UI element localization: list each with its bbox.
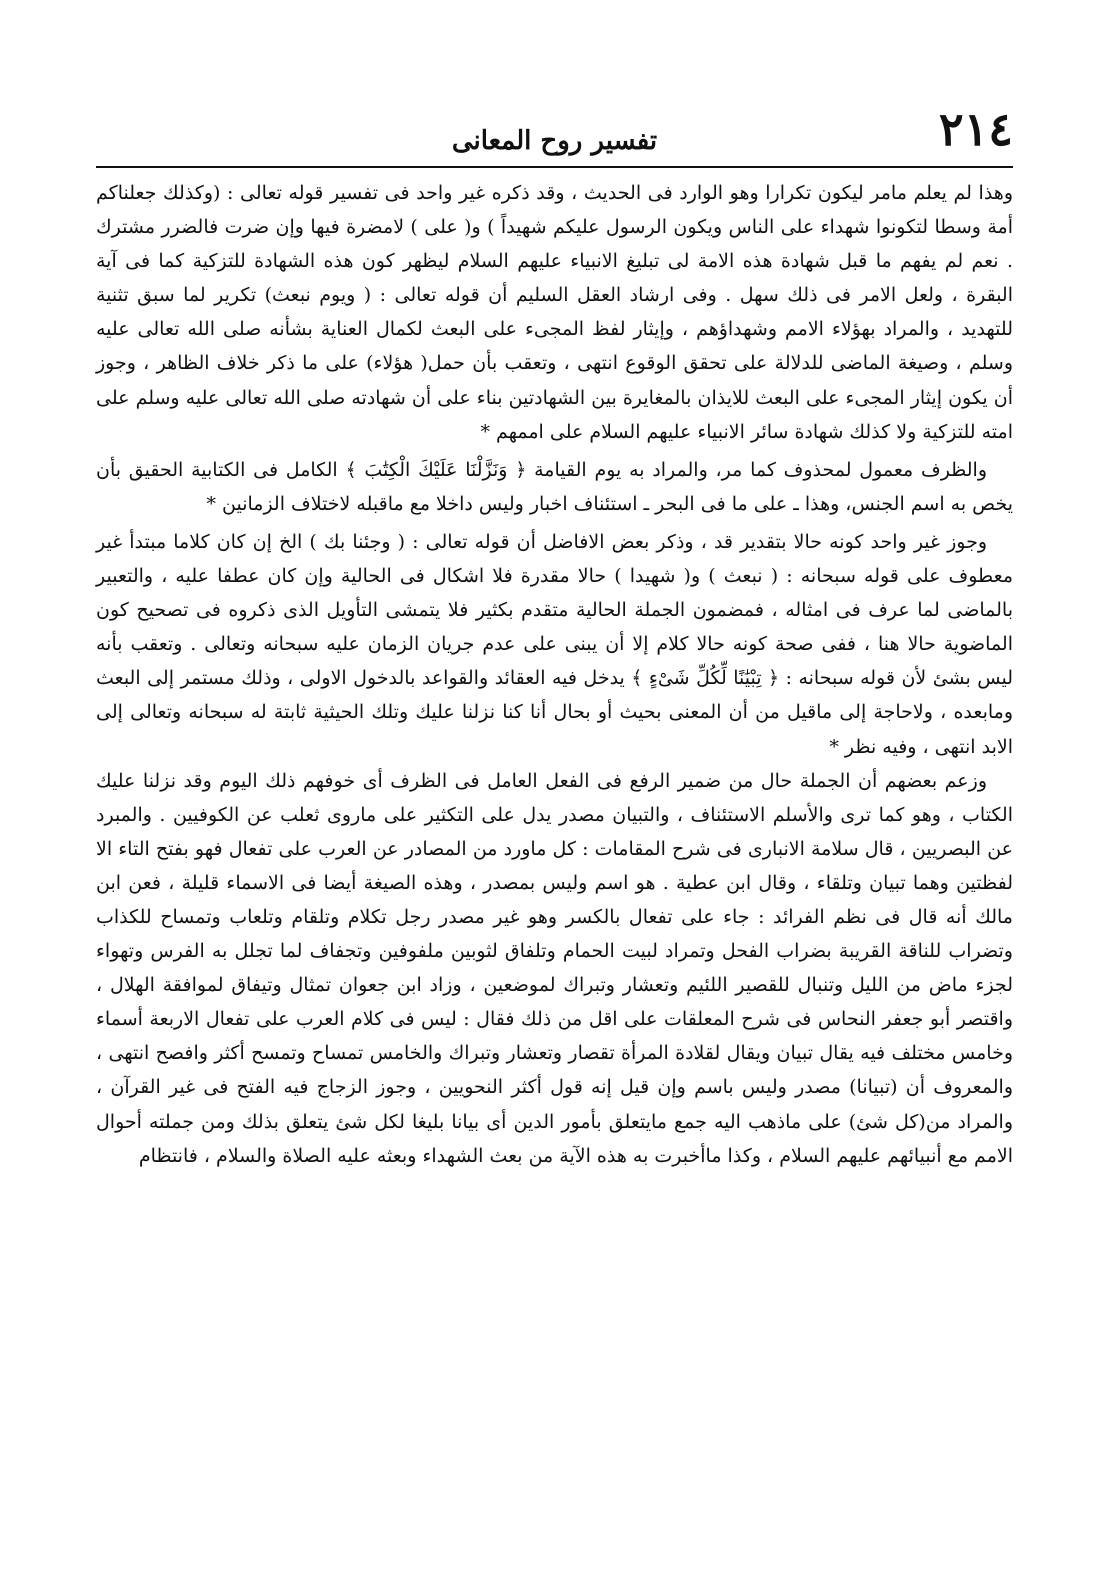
paragraph: وجوز غير واحد كونه حالا بتقدير قد ، وذكر بعض الافاضل أن قوله تعالى : ( وجئنا بك ) الخ إن كان كلاما مبتدأ غير معطوف على قوله سبحانه : ( نبعث ) و( شهيدا ) حالا مقدرة فلا اشكال فى الحالية وإن كان عطفا عليه ، والتعبير بالماضى لما عرف فى امثاله ، فمضمون الجملة الحالية متقدم بكثير فلا يتمشى التأويل الذى ذكروه فى تصحيح كون الماضوية حالا هنا ، ففى صحة كونه حالا كلام إلا أن يبنى على عدم جريان الزمان عليه سبحانه وتعالى . وتعقب بأنه ليس بشئ لأن قوله سبحانه : ﴿ تِبْيَٰنًا لِّكُلِّ شَىْءٍ ﴾ يدخل فيه العقائد والقواعد بالدخول الاولى ، وذلك مستمر إلى البعث ومابعده ، ولاحاجة إلى ماقيل من أن المعنى بحيث أو بحال أنا كنا نزلنا عليك وتلك الحيثية ثابتة له سبحانه وتعالى إلى الابد انتهى ، وفيه نظر * — [96, 530, 1013, 758]
paragraph: والظرف معمول لمحذوف كما مر، والمراد به يوم القيامة ﴿ وَنَزَّلْنَا عَلَيْكَ الْكِتَٰبَ ﴾ الكامل فى الكتابية الحقيق بأن يخص به اسم الجنس، وهذا ـ على ما فى البحر ـ استئناف اخبار وليس داخلا مع ماقبله لاختلاف الزمانين * — [96, 458, 1013, 515]
header-rule — [96, 166, 1013, 168]
page-header — [96, 102, 1013, 162]
running-title: تفسير روح المعانى — [451, 126, 658, 156]
paragraph: وزعم بعضهم أن الجملة حال من ضمير الرفع فى الفعل العامل فى الظرف أى خوفهم ذلك اليوم وقد نزلنا عليك الكتاب ، وهو كما ترى والأسلم الاستئناف ، والتبيان مصدر يدل على التكثير على ماروى ثعلب عن الكوفيين . والمبرد عن البصريين ، قال سلامة الانبارى فى شرح المقامات : كل ماورد من المصادر عن العرب على تفعال فهو بفتح التاء الا لفظتين وهما تبيان وتلقاء ، وقال ابن عطية . هو اسم وليس بمصدر ، وهذه الصيغة أيضا فى الاسماء قليلة ، فعن ابن مالك أنه قال فى نظم الفرائد : جاء على تفعال بالكسر وهو غير مصدر رجل تكلام وتلقام وتلعاب وتمساح للكذاب وتضراب للناقة القريبة بضراب الفحل وتمراد لبيت الحمام وتلفاق لثوبين ملفوفين وتجفاف لما تجلل به الفرس وتهواء لجزء ماض من الليل وتنبال للقصير اللئيم وتعشار وتبراك لموضعين ، وزاد ابن جعوان تمثال وتيفاق لموافقة الهلال ، واقتصر أبو جعفر النحاس فى شرح المعلقات على اقل من ذلك فقال : ليس فى كلام العرب على تفعال الاربعة أسماء وخامس مختلف فيه يقال تبيان ويقال لقلادة المرأة تقصار وتعشار وتبراك والخامس تمساح وتمسح أكثر وافصح انتهى ، والمعروف أن (تبيانا) مصدر وليس باسم وإن قيل إنه قول أكثر النحويين ، وجوز الزجاج فيه الفتح فى غير القرآن ، والمراد من(كل شئ) على ماذهب اليه جمع مايتعلق بأمور الدين أى بيانا بليغا لكل شئ يتعلق بذلك ومن جملته أحوال الامم مع أنبيائهم عليهم السلام ، وكذا ماأخبرت به هذه الآية من بعث الشهداء وبعثه عليه الصلاة والسلام ، فانتظام — [96, 769, 1013, 1167]
body-text — [96, 176, 1013, 1173]
page-number: ٢١٤ — [938, 102, 1013, 156]
paragraph: وهذا لم يعلم مامر ليكون تكرارا وهو الوارد فى الحديث ، وقد ذكره غير واحد فى تفسير قوله تعالى : (وكذلك جعلناكم أمة وسطا لتكونوا شهداء على الناس ويكون الرسول عليكم شهيداً ) و( على ) لامضرة فيها وإن ضرت فالضرر مشترك . نعم لم يفهم ما قبل شهادة هذه الامة لى تبليغ الانبياء عليهم السلام ليظهر كون هذه الشهادة للتزكية كما فى آية البقرة ، ولعل الامر فى ذلك سهل . وفى ارشاد العقل السليم أن قوله تعالى : ( ويوم نبعث) تكرير لما سبق تثنية للتهديد ، والمراد بهؤلاء الامم وشهداؤهم ، وإيثار لفظ المجىء على البعث لكمال العناية بشأنه صلى الله تعالى عليه وسلم ، وصيغة الماضى للدلالة على تحقق الوقوع انتهى ، وتعقب بأن حمل( هؤلاء) على ما ذكر خلاف الظاهر ، وجوز أن يكون إيثار المجىء على البعث للايذان بالمغايرة بين الشهادتين بناء على أن شهادته صلى الله تعالى عليه وسلم على امته للتزكية ولا كذلك شهادة سائر الانبياء عليهم السلام على اممهم * — [96, 182, 1013, 443]
